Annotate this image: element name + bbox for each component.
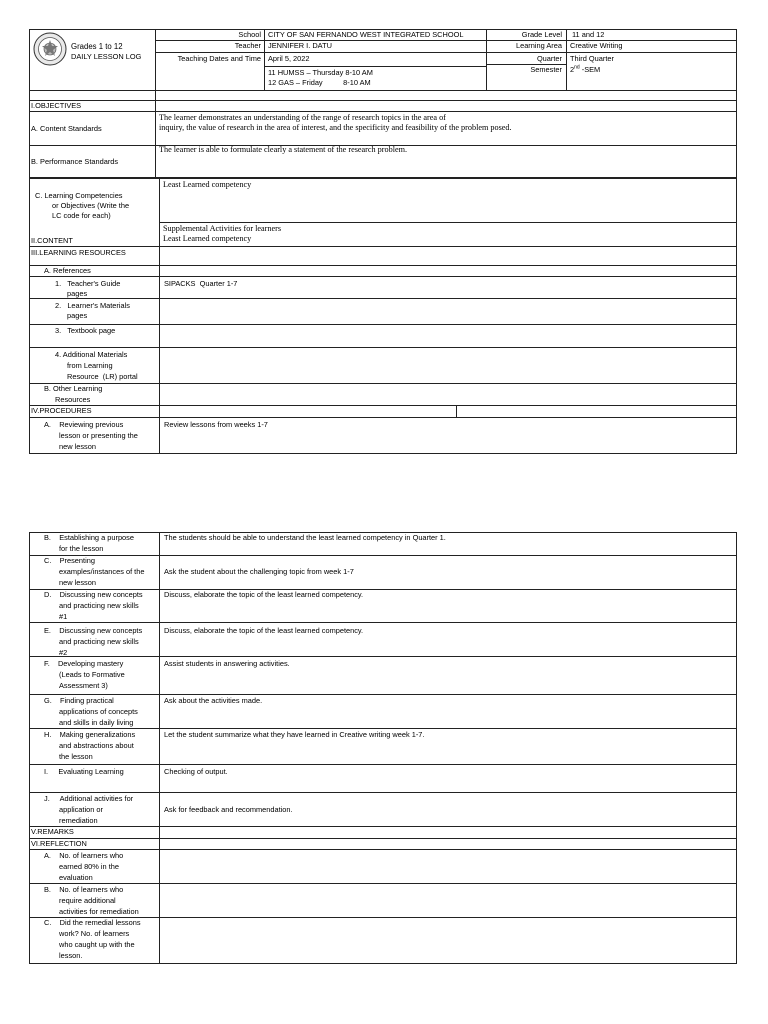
reflection-c-label-1: C. Did the remedial lessons [44,918,141,927]
procedure-c-label-2: examples/instances of the [59,567,145,576]
learning-resources-heading: III.LEARNING RESOURCES [31,248,126,257]
procedure-a-label-2: lesson or presenting the [59,431,138,440]
procedure-e-value: Discuss, elaborate the topic of the least learned competency. [164,626,364,635]
dates-label: Teaching Dates and Time [177,54,261,63]
additional-materials-label-3: Resource (LR) portal [67,372,138,381]
procedure-b-label-2: for the lesson [59,544,104,553]
teachers-guide-label-1: 1. Teacher's Guide [55,279,121,288]
reflection-a-label-2: earned 80% in the [59,862,119,871]
procedure-j-value: Ask for feedback and recommendation. [164,805,293,814]
quarter-value: Third Quarter [570,54,614,63]
procedure-j-label-2: application or [59,805,103,814]
competencies-label-3: LC code for each) [52,211,111,220]
procedure-h-label-2: and abstractions about [59,741,134,750]
teacher-value: JENNIFER I. DATU [268,41,332,50]
reflection-c-label-3: who caught up with the [59,940,135,949]
procedures-heading: IV.PROCEDURES [31,406,92,415]
procedure-e-label-3: #2 [59,648,68,657]
procedure-j-label-3: remediation [59,816,98,825]
grade-level-value: 11 and 12 [572,30,605,39]
performance-standards-label: B. Performance Standards [31,157,119,166]
procedure-f-value: Assist students in answering activities. [164,659,290,668]
other-resources-label-1: B. Other Learning [44,384,103,393]
textbook-label: 3. Textbook page [55,326,116,335]
date-value: April 5, 2022 [268,54,310,63]
content-standards-line-1: The learner demonstrates an understanding of the range of research topics in the area of [159,113,446,122]
procedure-d-label-1: D. Discussing new concepts [44,590,143,599]
reflection-c-label-2: work? No. of learners [59,929,130,938]
reflection-a-label-3: evaluation [59,873,93,882]
procedure-h-label-3: the lesson [59,752,93,761]
reflection-a-label-1: A. No. of learners who [44,851,124,860]
procedure-j-label-1: J. Additional activities for [44,794,134,803]
time-line-2: 12 GAS – Friday 8-10 AM [268,78,371,87]
procedure-e-label-2: and practicing new skills [59,637,139,646]
reflection-c-label-4: lesson. [59,951,83,960]
grades-label: Grades 1 to 12 [71,42,123,51]
reflection-heading: VI.REFLECTION [31,839,87,848]
learning-area-value: Creative Writing [570,41,623,50]
procedure-f-label-1: F. Developing mastery [44,659,124,668]
references-label: A. References [44,266,91,275]
semester-label: Semester [530,65,562,74]
teachers-guide-value: SIPACKS Quarter 1-7 [164,279,238,288]
procedure-a-label-1: A. Reviewing previous [44,420,124,429]
additional-materials-label-1: 4. Additional Materials [55,350,128,359]
lesson-table-page-1 [29,178,737,454]
procedure-c-label-1: C. Presenting [44,556,95,565]
procedure-d-label-2: and practicing new skills [59,601,139,610]
performance-standards-value: The learner is able to formulate clearly a statement of the research problem. [159,145,408,154]
procedure-h-label-1: H. Making generalizations [44,730,136,739]
additional-materials-label-2: from Learning [67,361,113,370]
objectives-box [29,90,737,178]
semester-value: 2nd -SEM [570,64,601,74]
procedure-b-value: The students should be able to understand the least learned competency in Quarter 1. [164,533,446,542]
procedure-d-value: Discuss, elaborate the topic of the least learned competency. [164,590,364,599]
objectives-heading: I.OBJECTIVES [31,101,82,110]
time-line-1: 11 HUMSS – Thursday 8-10 AM [268,68,373,77]
teachers-guide-label-2: pages [67,289,88,298]
procedure-f-label-3: Assessment 3) [59,681,108,690]
procedure-i-label: I. Evaluating Learning [44,767,124,776]
teacher-label: Teacher [234,41,261,50]
grade-level-label: Grade Level [521,30,562,39]
procedure-c-value: Ask the student about the challenging topic from week 1-7 [164,567,354,576]
learners-materials-label-2: pages [67,311,88,320]
competencies-label-1: C. Learning Competencies [35,191,123,200]
procedure-g-label-1: G. Finding practical [44,696,114,705]
deped-seal-logo [33,32,67,66]
procedure-a-value: Review lessons from weeks 1-7 [164,420,268,429]
procedure-f-label-2: (Leads to Formative [59,670,125,679]
procedure-a-label-3: new lesson [59,442,96,451]
procedure-e-label-1: E. Discussing new concepts [44,626,143,635]
procedure-b-label-1: B. Establishing a purpose [44,533,134,542]
content-value-2: Least Learned competency [163,234,252,243]
content-standards-line-2: inquiry, the value of research in the area of interest, and the specificity and feasibility of the problem posed. [159,123,512,132]
procedure-g-label-3: and skills in daily living [59,718,134,727]
learning-area-label: Learning Area [515,41,562,50]
content-heading: II.CONTENT [31,236,73,245]
school-value: CITY OF SAN FERNANDO WEST INTEGRATED SCHOOL [268,30,464,39]
procedure-g-label-2: applications of concepts [59,707,138,716]
procedure-h-value: Let the student summarize what they have learned in Creative writing week 1-7. [164,730,425,739]
school-label: School [238,30,261,39]
reflection-b-label-3: activities for remediation [59,907,139,916]
reflection-b-label-1: B. No. of learners who [44,885,124,894]
content-value-1: Supplemental Activities for learners [163,224,282,233]
reflection-b-label-2: require additional [59,896,116,905]
procedure-i-value: Checking of output. [164,767,228,776]
quarter-label: Quarter [536,54,562,63]
procedure-d-label-3: #1 [59,612,68,621]
competencies-label-2: or Objectives (Write the [52,201,130,210]
procedure-c-label-3: new lesson [59,578,96,587]
procedure-g-value: Ask about the activities made. [164,696,263,705]
content-standards-label: A. Content Standards [31,124,102,133]
log-title: DAILY LESSON LOG [71,52,142,61]
remarks-heading: V.REMARKS [31,827,74,836]
learners-materials-label-1: 2. Learner's Materials [55,301,130,310]
other-resources-label-2: Resources [55,395,91,404]
competencies-value: Least Learned competency [163,180,252,189]
